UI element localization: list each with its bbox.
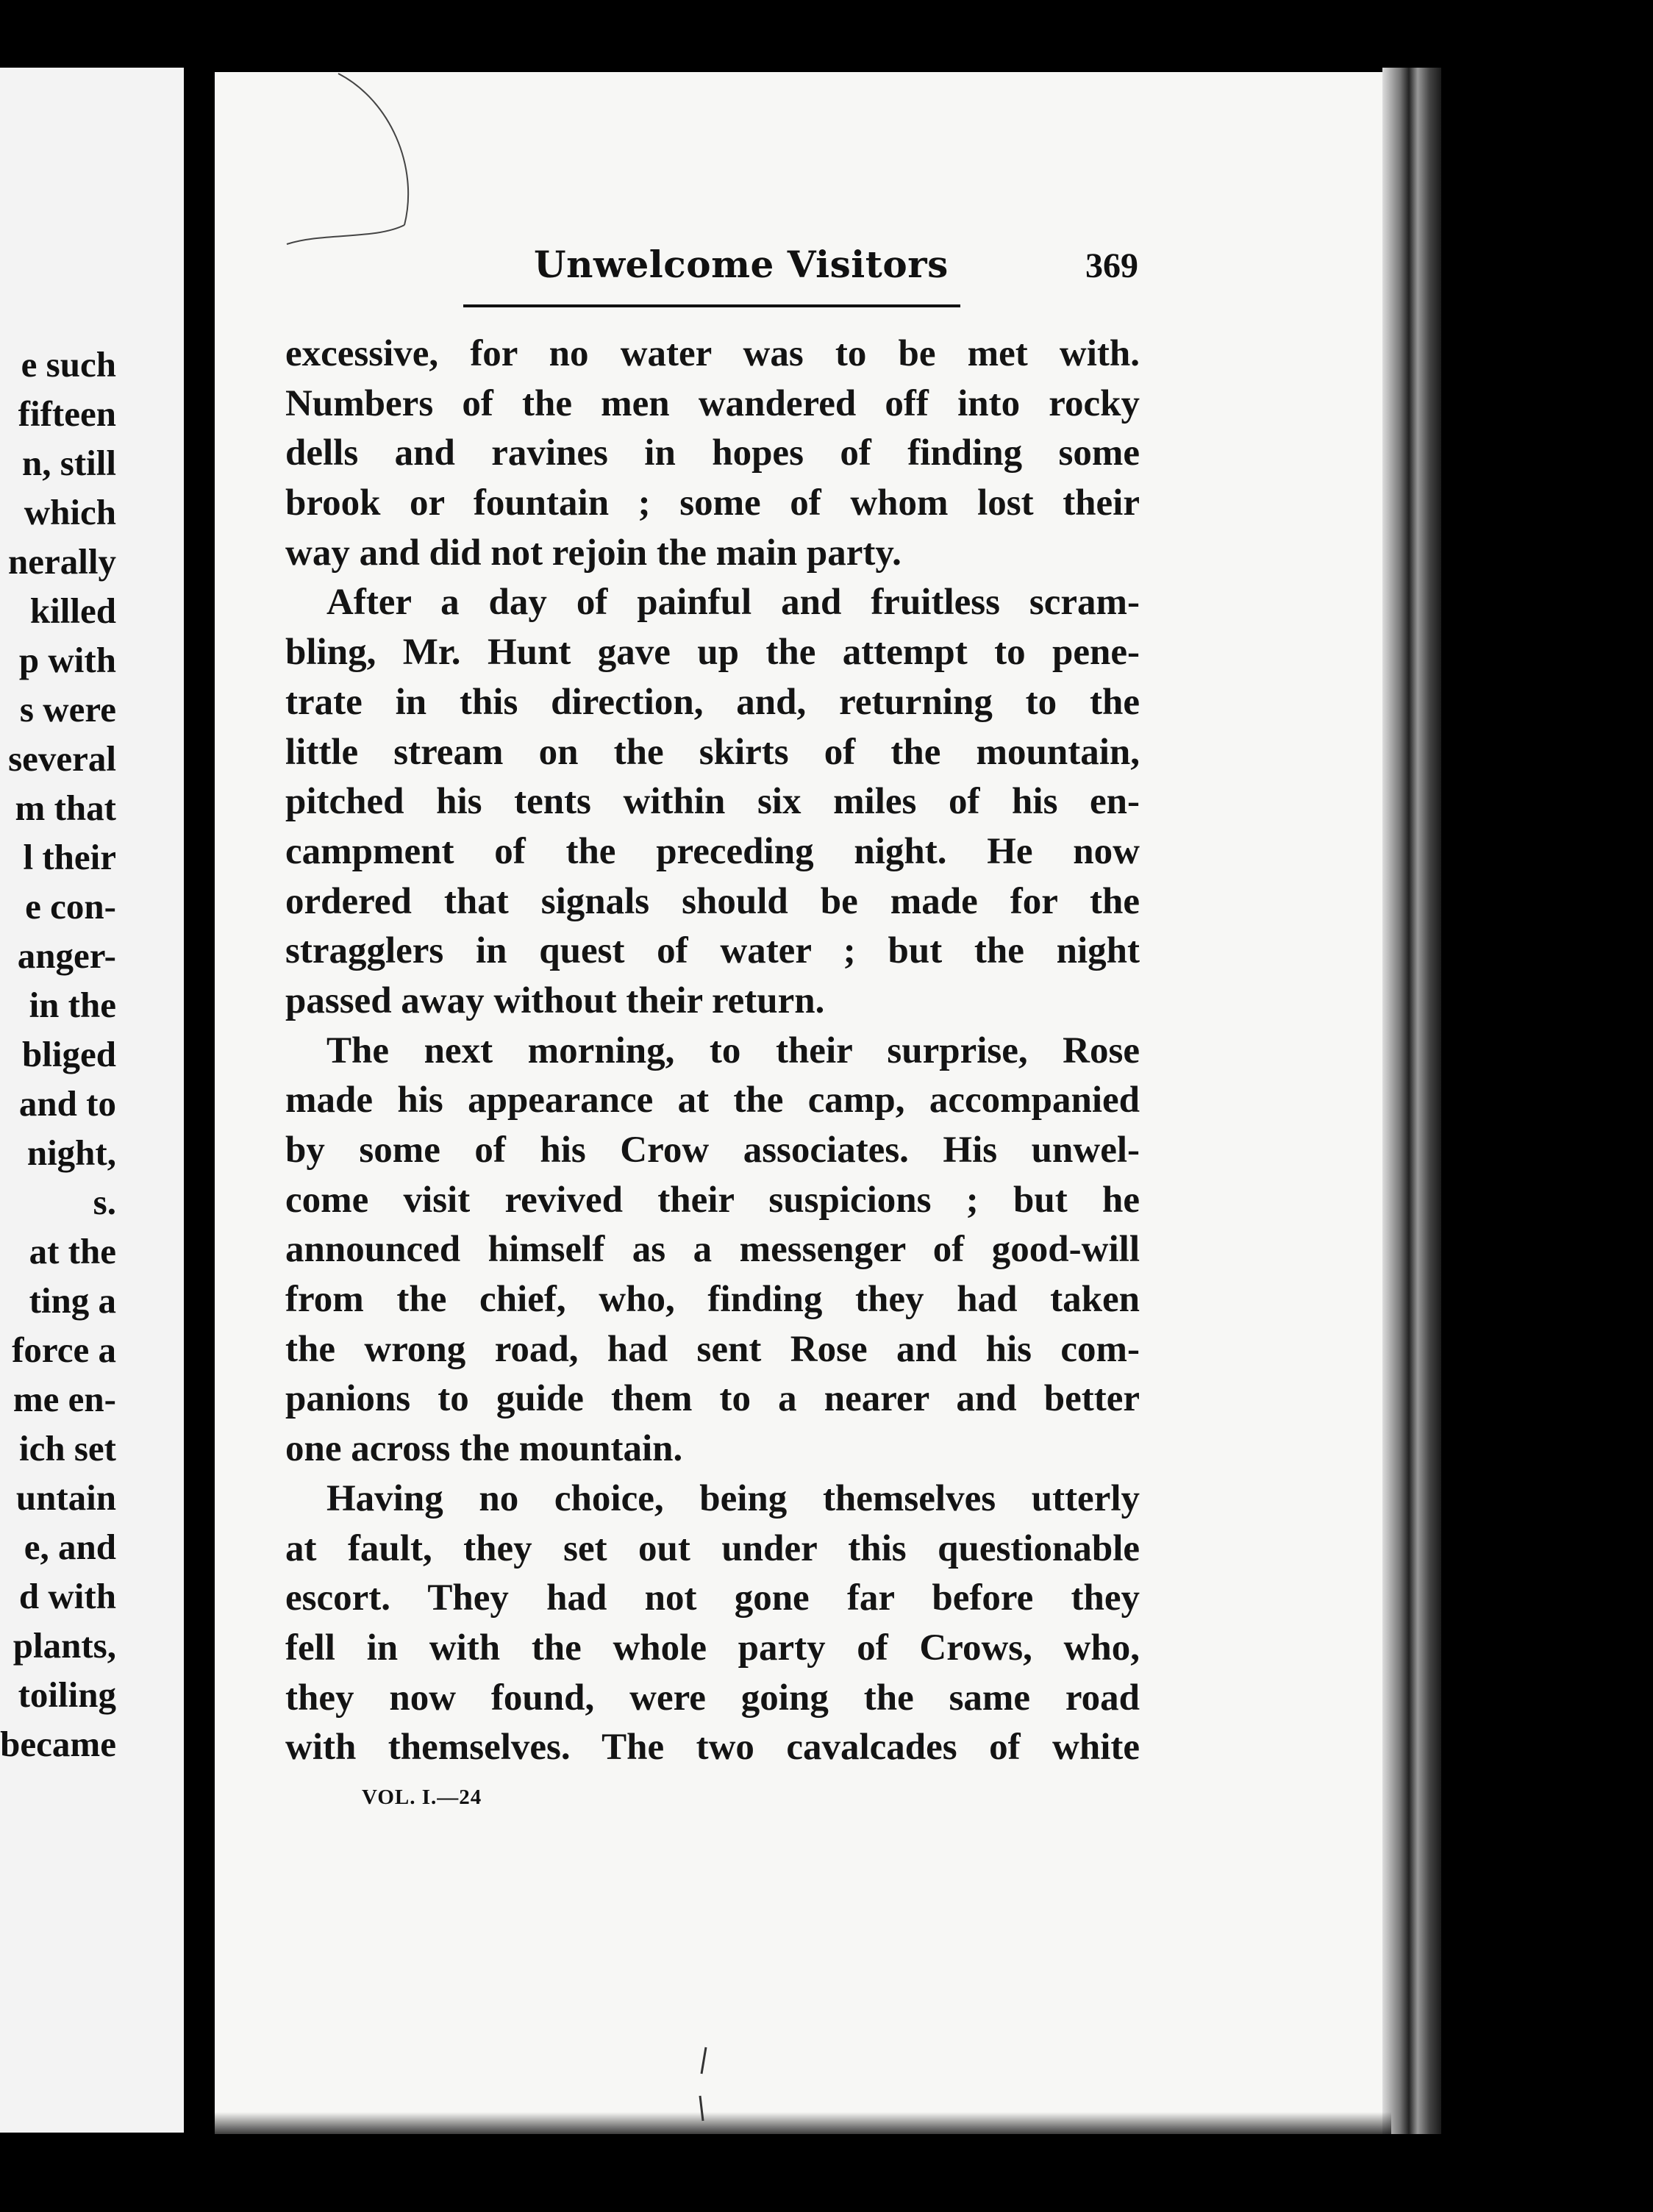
left-page-line: and to — [18, 1083, 116, 1124]
left-page-line: toiling — [18, 1674, 116, 1715]
left-page-line: in the — [29, 985, 116, 1025]
left-page-line: ting a — [29, 1280, 116, 1321]
page-number: 369 — [1085, 246, 1138, 285]
text-line: brook or fountain ; some of whom lost their — [285, 482, 1140, 524]
left-page-line: p with — [18, 640, 116, 680]
text-line: stragglers in quest of water ; but the night — [285, 930, 1140, 972]
signature-mark: VOL. I.—24 — [362, 1785, 482, 1809]
left-page-line: n, still — [22, 443, 116, 483]
left-page-line: killed — [29, 591, 116, 631]
left-page-line: which — [24, 492, 116, 532]
previous-page-fragment — [0, 68, 190, 2133]
left-page-line: fifteen — [18, 393, 116, 434]
left-page-line: e, and — [24, 1527, 116, 1567]
running-head: Unwelcome Visitors — [534, 243, 949, 286]
text-line: bling, Mr. Hunt gave up the attempt to pene- — [285, 632, 1140, 674]
text-line: come visit revived their suspicions ; but he — [285, 1179, 1140, 1221]
text-line: they now found, were going the same road — [285, 1677, 1140, 1719]
left-page-line: night, — [26, 1132, 116, 1173]
left-page-line: anger- — [17, 935, 116, 976]
text-line: from the chief, who, finding they had taken — [285, 1279, 1140, 1321]
text-line: with themselves. The two cavalcades of white — [285, 1727, 1140, 1769]
left-page-line: me en- — [13, 1379, 116, 1419]
left-page-line: s were — [19, 689, 116, 729]
left-page-line: became — [0, 1724, 116, 1764]
text-line: The next morning, to their surprise, Rose — [326, 1030, 1140, 1071]
text-line: announced himself as a messenger of good-will — [285, 1229, 1140, 1271]
left-page-line: untain — [15, 1477, 116, 1518]
text-line: passed away without their return. — [285, 980, 825, 1021]
left-page-line: nerally — [8, 541, 116, 582]
text-line: the wrong road, had sent Rose and his com- — [285, 1328, 1140, 1370]
page-bottom-shadow — [215, 2112, 1391, 2141]
left-page-line: several — [8, 738, 116, 779]
text-line: made his appearance at the camp, accompanied — [285, 1080, 1140, 1121]
text-line: Numbers of the men wandered off into rocky — [285, 382, 1140, 424]
text-line: one across the mountain. — [285, 1428, 683, 1470]
text-line: fell in with the whole party of Crows, who, — [285, 1627, 1140, 1669]
left-page-line: at the — [29, 1231, 116, 1271]
left-page-line: d with — [18, 1576, 116, 1616]
left-page-line: bliged — [22, 1034, 116, 1074]
pencil-stroke-mark — [691, 2044, 721, 2125]
body-text — [285, 329, 1140, 1773]
left-page-line: ich set — [19, 1428, 116, 1469]
left-page-line: s. — [93, 1182, 116, 1222]
text-line: panions to guide them to a nearer and better — [285, 1378, 1140, 1420]
text-line: ordered that signals should be made for the — [285, 880, 1140, 922]
left-page-line: plants, — [13, 1625, 116, 1666]
left-page-line: m that — [15, 788, 116, 828]
text-line: dells and ravines in hopes of finding some — [285, 432, 1140, 474]
text-line: at fault, they set out under this questionable — [285, 1527, 1140, 1569]
text-line: escort. They had not gone far before they — [285, 1577, 1140, 1619]
left-page-line: e con- — [25, 886, 116, 927]
text-line: little stream on the skirts of the mountain, — [285, 731, 1140, 773]
text-line: pitched his tents within six miles of his en- — [285, 781, 1140, 823]
header-rule — [463, 304, 960, 307]
text-line: After a day of painful and fruitless scram- — [326, 582, 1140, 624]
text-line: by some of his Crow associates. His unwel- — [285, 1130, 1140, 1171]
left-page-line: force a — [12, 1330, 116, 1370]
book-gutter — [184, 68, 215, 2133]
text-line: way and did not rejoin the main party. — [285, 532, 902, 574]
text-line: campment of the preceding night. He now — [285, 830, 1140, 872]
text-line: trate in this direction, and, returning to the — [285, 681, 1140, 723]
pencil-stroke-mark — [279, 71, 441, 247]
text-line: excessive, for no water was to be met with. — [285, 333, 1140, 374]
left-page-line: e such — [21, 344, 116, 385]
text-line: Having no choice, being themselves utterly — [326, 1477, 1140, 1519]
left-page-line: l their — [23, 837, 116, 877]
page-edge — [1382, 68, 1441, 2134]
